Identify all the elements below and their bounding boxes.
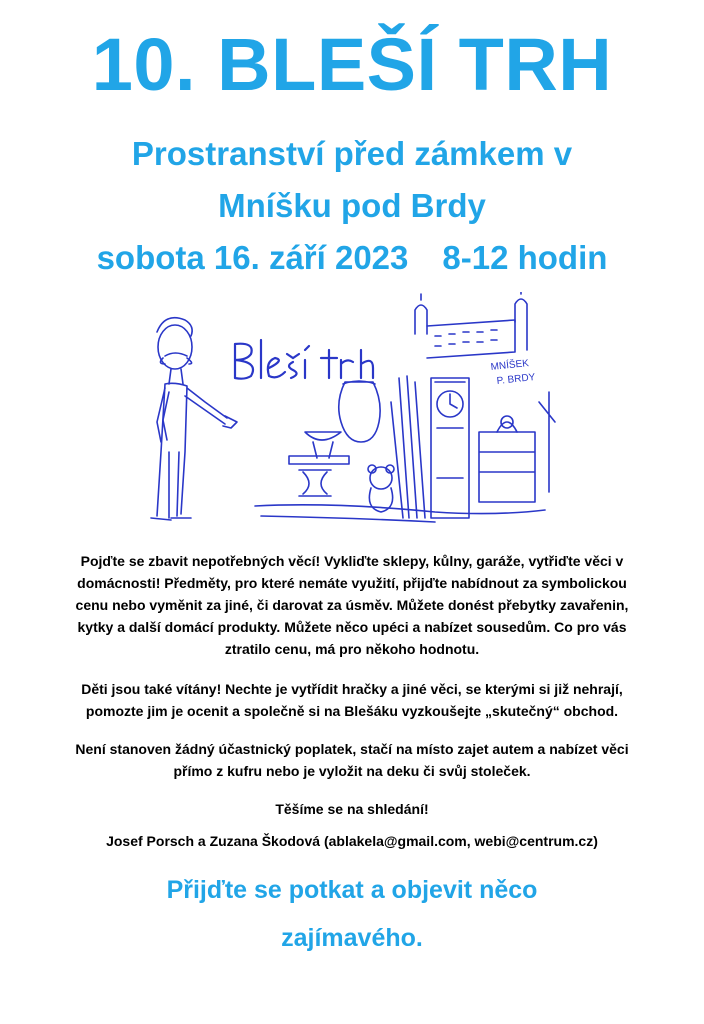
man-figure-drawing <box>151 318 237 520</box>
caption-brdy: P. BRDY <box>496 371 536 387</box>
castle-drawing <box>415 292 527 358</box>
grandfather-clock-drawing <box>431 378 469 518</box>
closing-line-1: Přijďte se potkat a objevit něco <box>166 876 538 904</box>
poster-title: 10. BLEŠÍ TRH <box>91 23 613 106</box>
text-line: cenu nebo vyměnit za jiné, či darovat za úsměv. Můžete donést přebytky zavařenin, <box>75 597 629 613</box>
date-time-line <box>0 232 704 284</box>
vases-drawing <box>289 381 380 464</box>
lettering-drawing <box>235 340 373 379</box>
text-line: domácnosti! Předměty, pro které nemáte využití, přijďte nabídnout za symbolickou <box>77 575 627 591</box>
location-line-1: Prostranství před zámkem v <box>131 135 573 172</box>
text-line: přímo z kufru nebo je vyložit na deku či svůj stoleček. <box>173 763 531 779</box>
caption-mnisek: MNÍŠEK <box>490 358 530 373</box>
text-line: ztratilo cenu, má pro někoho hodnotu. <box>224 641 480 657</box>
children-paragraph <box>60 678 644 722</box>
text-line: Není stanoven žádný účastnický poplatek, stačí na místo zajet autem a nabízet věci <box>75 741 629 757</box>
event-time: 8-12 hodin <box>442 239 608 276</box>
text-line: pomozte jim je ocenit a společně si na Blešáku vyzkoušejte „skutečný“ obchod. <box>85 703 619 719</box>
text-line: Děti jsou také vítány! Nechte je vytřídit hračky a jiné věci, se kterými si již nehrají, <box>81 681 623 697</box>
location-line-2: Mníšku pod Brdy <box>218 187 486 224</box>
closing-line-2: zajímavého. <box>281 924 423 952</box>
intro-paragraph <box>60 550 644 660</box>
event-date: sobota 16. září 2023 <box>96 239 409 276</box>
text-line: kytky a další domácí produkty. Můžete něco upéci a nabízet sousedům. Co pro vás <box>77 619 627 635</box>
fee-paragraph <box>60 738 644 782</box>
closing-slogan <box>0 866 704 962</box>
skis-drawing <box>391 376 425 518</box>
text-line: Pojďte se zbavit nepotřebných věcí! Vykliďte sklepy, kůlny, garáže, vytřiďte věci v <box>80 553 624 569</box>
ground-line <box>255 505 545 522</box>
hourglass-drawing <box>299 470 331 496</box>
shelf-drawing <box>479 392 555 502</box>
organizers-contact: Josef Porsch a Zuzana Škodová (ablakela@gmail.com, webi@centrum.cz) <box>106 833 598 849</box>
teddy-bear-drawing <box>368 465 394 512</box>
flea-market-illustration <box>135 292 560 528</box>
greeting-line: Těšíme se na shledání! <box>275 801 429 817</box>
